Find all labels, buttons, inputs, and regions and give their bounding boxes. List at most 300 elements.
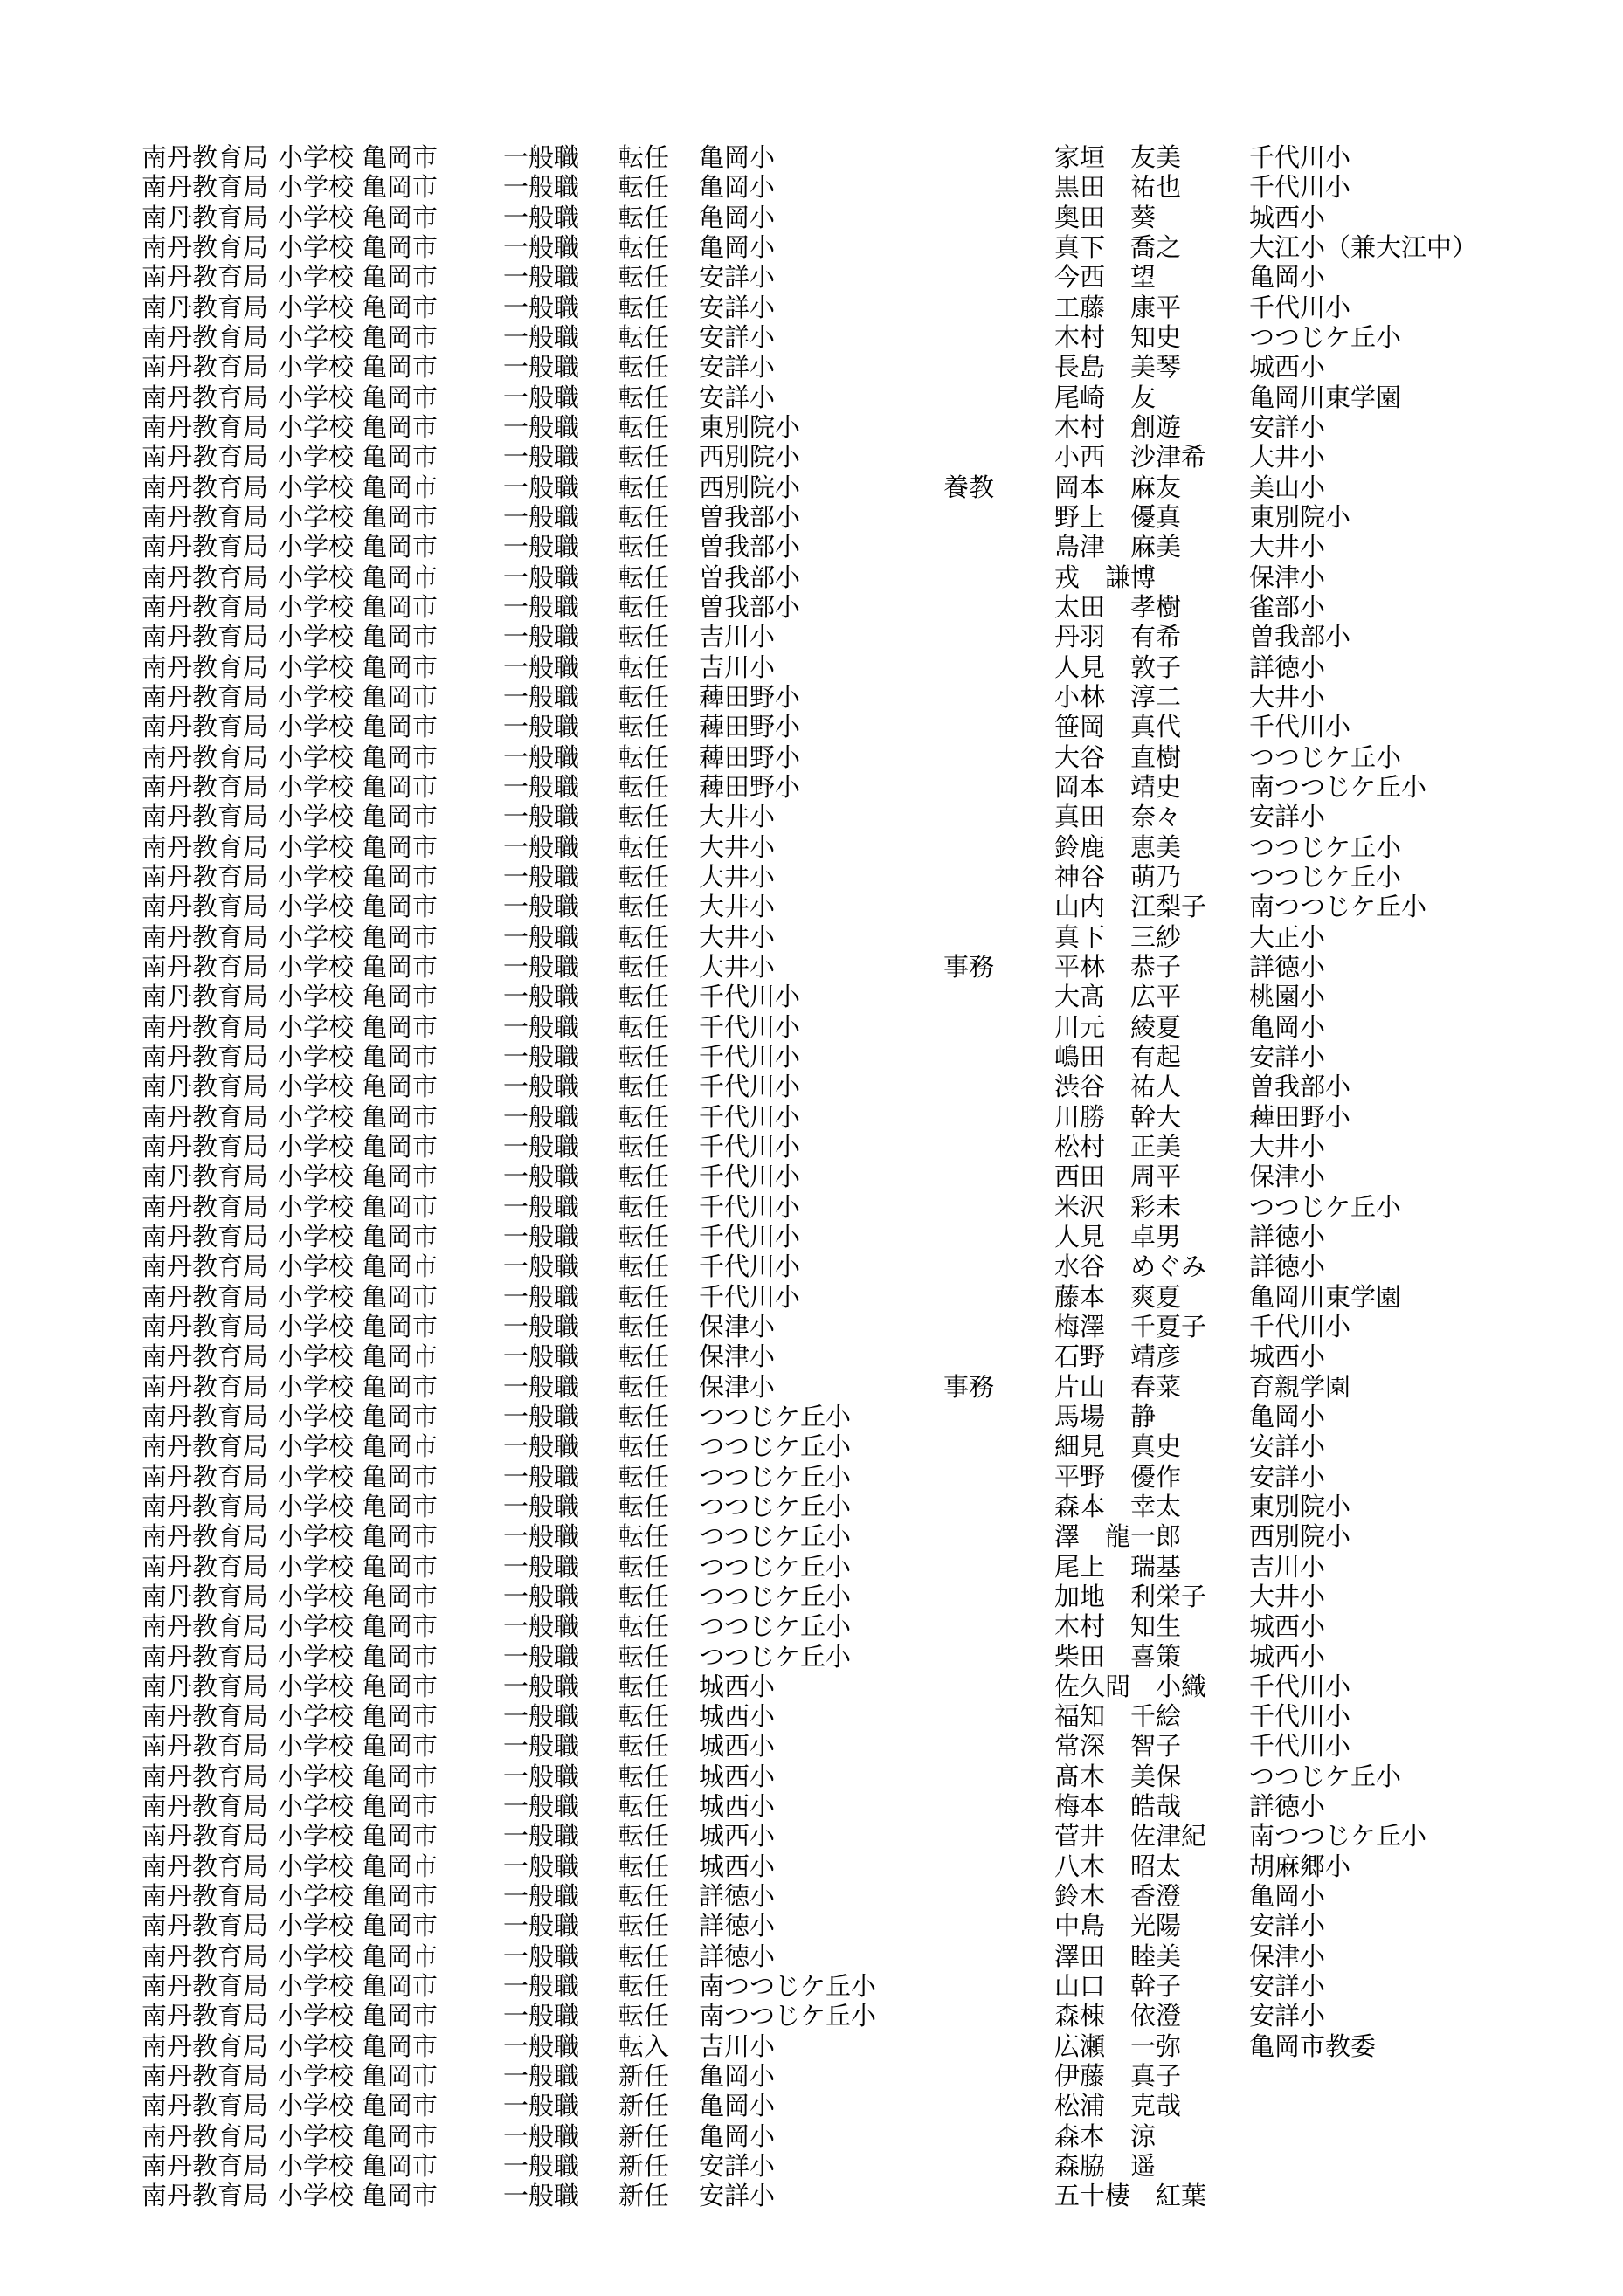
cell-school-type: 小学校 bbox=[278, 203, 355, 232]
cell-city: 亀岡市 bbox=[362, 502, 439, 532]
cell-school-type: 小学校 bbox=[278, 412, 355, 442]
cell-school: 亀岡小 bbox=[699, 2061, 776, 2091]
cell-school: 千代川小 bbox=[699, 1012, 801, 1042]
cell-school-type: 小学校 bbox=[278, 712, 355, 741]
cell-bureau: 南丹教育局 bbox=[142, 2181, 269, 2210]
cell-bureau: 南丹教育局 bbox=[142, 502, 269, 532]
cell-city: 亀岡市 bbox=[362, 712, 439, 741]
cell-destination: 千代川小 bbox=[1249, 172, 1351, 202]
cell-action: 転任 bbox=[618, 1521, 670, 1551]
cell-school: 吉川小 bbox=[699, 652, 776, 682]
cell-school-type: 小学校 bbox=[278, 1701, 355, 1731]
cell-action: 転任 bbox=[618, 712, 670, 741]
table-row bbox=[0, 2181, 1623, 2210]
cell-destination: 東別院小 bbox=[1249, 1492, 1351, 1521]
cell-action: 転任 bbox=[618, 772, 670, 802]
cell-position: 一般職 bbox=[503, 1192, 580, 1222]
table-row bbox=[0, 1642, 1623, 1672]
cell-bureau: 南丹教育局 bbox=[142, 1521, 269, 1551]
cell-action: 転任 bbox=[618, 232, 670, 262]
cell-school-type: 小学校 bbox=[278, 1372, 355, 1402]
cell-school: 千代川小 bbox=[699, 1251, 801, 1281]
cell-destination: 亀岡市教委 bbox=[1249, 2031, 1377, 2061]
cell-school: つつじケ丘小 bbox=[699, 1582, 852, 1611]
cell-destination: 亀岡小 bbox=[1249, 262, 1326, 292]
table-row bbox=[0, 1462, 1623, 1492]
cell-school: 曽我部小 bbox=[699, 562, 801, 592]
cell-city: 亀岡市 bbox=[362, 2151, 439, 2181]
cell-position: 一般職 bbox=[503, 2121, 580, 2151]
cell-school-type: 小学校 bbox=[278, 1251, 355, 1281]
table-row bbox=[0, 1072, 1623, 1101]
cell-person-name: 菅井 佐津紀 bbox=[1054, 1821, 1207, 1851]
cell-school-type: 小学校 bbox=[278, 952, 355, 982]
cell-city: 亀岡市 bbox=[362, 1042, 439, 1072]
cell-school-type: 小学校 bbox=[278, 1821, 355, 1851]
cell-destination: 美山小 bbox=[1249, 472, 1326, 502]
cell-bureau: 南丹教育局 bbox=[142, 1851, 269, 1881]
cell-destination: 千代川小 bbox=[1249, 1731, 1351, 1761]
cell-school-type: 小学校 bbox=[278, 2001, 355, 2031]
cell-destination: 東別院小 bbox=[1249, 502, 1351, 532]
cell-destination: 西別院小 bbox=[1249, 1521, 1351, 1551]
cell-person-name: 奥田 葵 bbox=[1054, 203, 1157, 232]
cell-school: つつじケ丘小 bbox=[699, 1642, 852, 1672]
table-row bbox=[0, 1552, 1623, 1582]
cell-position: 一般職 bbox=[503, 442, 580, 472]
cell-city: 亀岡市 bbox=[362, 472, 439, 502]
cell-position: 一般職 bbox=[503, 472, 580, 502]
cell-bureau: 南丹教育局 bbox=[142, 832, 269, 862]
cell-destination: 保津小 bbox=[1249, 1941, 1326, 1971]
cell-destination: 南つつじケ丘小 bbox=[1249, 892, 1427, 921]
cell-bureau: 南丹教育局 bbox=[142, 412, 269, 442]
cell-destination: 安詳小 bbox=[1249, 412, 1326, 442]
cell-person-name: 髙木 美保 bbox=[1054, 1762, 1182, 1791]
cell-school: 薭田野小 bbox=[699, 712, 801, 741]
cell-school-type: 小学校 bbox=[278, 832, 355, 862]
cell-person-name: 工藤 康平 bbox=[1054, 293, 1182, 322]
cell-school-type: 小学校 bbox=[278, 1431, 355, 1461]
cell-city: 亀岡市 bbox=[362, 1821, 439, 1851]
cell-school: 大井小 bbox=[699, 922, 776, 952]
cell-action: 転任 bbox=[618, 472, 670, 502]
cell-position: 一般職 bbox=[503, 142, 580, 172]
cell-person-name: 松村 正美 bbox=[1054, 1132, 1182, 1162]
cell-school-type: 小学校 bbox=[278, 2181, 355, 2210]
cell-city: 亀岡市 bbox=[362, 1372, 439, 1402]
cell-position: 一般職 bbox=[503, 802, 580, 831]
cell-school-type: 小学校 bbox=[278, 1611, 355, 1641]
cell-destination: 城西小 bbox=[1249, 1642, 1326, 1672]
cell-action: 転任 bbox=[618, 1821, 670, 1851]
cell-bureau: 南丹教育局 bbox=[142, 2091, 269, 2120]
cell-school: 千代川小 bbox=[699, 1162, 801, 1191]
cell-school-type: 小学校 bbox=[278, 442, 355, 472]
cell-school: 保津小 bbox=[699, 1372, 776, 1402]
cell-city: 亀岡市 bbox=[362, 203, 439, 232]
cell-person-name: 五十棲 紅葉 bbox=[1054, 2181, 1207, 2210]
table-row bbox=[0, 1911, 1623, 1941]
cell-city: 亀岡市 bbox=[362, 2031, 439, 2061]
cell-person-name: 馬場 静 bbox=[1054, 1402, 1157, 1431]
cell-position: 一般職 bbox=[503, 1282, 580, 1312]
cell-bureau: 南丹教育局 bbox=[142, 1911, 269, 1941]
cell-action: 転任 bbox=[618, 203, 670, 232]
cell-action: 転任 bbox=[618, 1791, 670, 1821]
cell-city: 亀岡市 bbox=[362, 742, 439, 772]
cell-school-type: 小学校 bbox=[278, 562, 355, 592]
cell-bureau: 南丹教育局 bbox=[142, 2121, 269, 2151]
cell-destination: 育親学園 bbox=[1249, 1372, 1351, 1402]
cell-person-name: 伊藤 真子 bbox=[1054, 2061, 1182, 2091]
cell-action: 転任 bbox=[618, 1341, 670, 1371]
cell-bureau: 南丹教育局 bbox=[142, 1072, 269, 1101]
cell-city: 亀岡市 bbox=[362, 1431, 439, 1461]
cell-position: 一般職 bbox=[503, 1821, 580, 1851]
cell-action: 転任 bbox=[618, 1672, 670, 1701]
cell-school-type: 小学校 bbox=[278, 892, 355, 921]
cell-person-name: 尾上 瑞基 bbox=[1054, 1552, 1182, 1582]
cell-city: 亀岡市 bbox=[362, 2001, 439, 2031]
table-row bbox=[0, 142, 1623, 172]
cell-position: 一般職 bbox=[503, 293, 580, 322]
cell-destination: 千代川小 bbox=[1249, 712, 1351, 741]
cell-action: 転任 bbox=[618, 682, 670, 712]
table-row bbox=[0, 1102, 1623, 1132]
cell-bureau: 南丹教育局 bbox=[142, 1821, 269, 1851]
table-row bbox=[0, 1672, 1623, 1701]
cell-bureau: 南丹教育局 bbox=[142, 862, 269, 892]
cell-school: 詳徳小 bbox=[699, 1881, 776, 1911]
cell-bureau: 南丹教育局 bbox=[142, 772, 269, 802]
cell-school-type: 小学校 bbox=[278, 1672, 355, 1701]
cell-school-type: 小学校 bbox=[278, 742, 355, 772]
cell-school: 大井小 bbox=[699, 892, 776, 921]
cell-school: 保津小 bbox=[699, 1312, 776, 1341]
table-row bbox=[0, 472, 1623, 502]
cell-school-type: 小学校 bbox=[278, 772, 355, 802]
cell-person-name: 黒田 祐也 bbox=[1054, 172, 1182, 202]
cell-city: 亀岡市 bbox=[362, 383, 439, 412]
cell-destination: 千代川小 bbox=[1249, 1312, 1351, 1341]
cell-school: 城西小 bbox=[699, 1791, 776, 1821]
cell-school-type: 小学校 bbox=[278, 1731, 355, 1761]
cell-destination: 城西小 bbox=[1249, 352, 1326, 382]
cell-destination: 詳徳小 bbox=[1249, 952, 1326, 982]
cell-bureau: 南丹教育局 bbox=[142, 2001, 269, 2031]
cell-school: 亀岡小 bbox=[699, 172, 776, 202]
cell-school: 千代川小 bbox=[699, 1072, 801, 1101]
table-row bbox=[0, 1492, 1623, 1521]
table-row bbox=[0, 952, 1623, 982]
table-row bbox=[0, 1312, 1623, 1341]
cell-destination: 雀部小 bbox=[1249, 592, 1326, 622]
cell-person-name: 丹羽 有希 bbox=[1054, 622, 1182, 652]
cell-school: 詳徳小 bbox=[699, 1911, 776, 1941]
cell-person-name: 山口 幹子 bbox=[1054, 1971, 1182, 2001]
cell-school: 南つつじケ丘小 bbox=[699, 2001, 877, 2031]
cell-destination: つつじケ丘小 bbox=[1249, 322, 1402, 352]
cell-position: 一般職 bbox=[503, 1492, 580, 1521]
cell-action: 転任 bbox=[618, 892, 670, 921]
cell-city: 亀岡市 bbox=[362, 1642, 439, 1672]
table-row bbox=[0, 232, 1623, 262]
cell-city: 亀岡市 bbox=[362, 1192, 439, 1222]
cell-action: 転任 bbox=[618, 1941, 670, 1971]
cell-destination: 安詳小 bbox=[1249, 1911, 1326, 1941]
cell-position: 一般職 bbox=[503, 1042, 580, 1072]
cell-position: 一般職 bbox=[503, 1222, 580, 1251]
cell-action: 転任 bbox=[618, 1462, 670, 1492]
cell-bureau: 南丹教育局 bbox=[142, 532, 269, 562]
cell-school: 曽我部小 bbox=[699, 592, 801, 622]
cell-destination: つつじケ丘小 bbox=[1249, 1192, 1402, 1222]
cell-action: 転任 bbox=[618, 592, 670, 622]
cell-action: 転任 bbox=[618, 2001, 670, 2031]
cell-school: 城西小 bbox=[699, 1672, 776, 1701]
cell-position: 一般職 bbox=[503, 1162, 580, 1191]
cell-bureau: 南丹教育局 bbox=[142, 1282, 269, 1312]
cell-destination: 亀岡川東学園 bbox=[1249, 383, 1402, 412]
cell-person-name: 森脇 遥 bbox=[1054, 2151, 1157, 2181]
cell-city: 亀岡市 bbox=[362, 1971, 439, 2001]
cell-school: 吉川小 bbox=[699, 622, 776, 652]
cell-school-type: 小学校 bbox=[278, 322, 355, 352]
cell-action: 転任 bbox=[618, 442, 670, 472]
cell-school-type: 小学校 bbox=[278, 262, 355, 292]
cell-city: 亀岡市 bbox=[362, 352, 439, 382]
cell-bureau: 南丹教育局 bbox=[142, 1642, 269, 1672]
table-row bbox=[0, 502, 1623, 532]
cell-action: 新任 bbox=[618, 2181, 670, 2210]
cell-person-name: 柴田 喜策 bbox=[1054, 1642, 1182, 1672]
cell-position: 一般職 bbox=[503, 1971, 580, 2001]
cell-school-type: 小学校 bbox=[278, 1132, 355, 1162]
cell-destination: 千代川小 bbox=[1249, 142, 1351, 172]
cell-person-name: 嶋田 有起 bbox=[1054, 1042, 1182, 1072]
cell-bureau: 南丹教育局 bbox=[142, 1222, 269, 1251]
cell-school-type: 小学校 bbox=[278, 2121, 355, 2151]
table-row bbox=[0, 802, 1623, 831]
table-row bbox=[0, 1192, 1623, 1222]
cell-bureau: 南丹教育局 bbox=[142, 322, 269, 352]
table-row bbox=[0, 1341, 1623, 1371]
cell-bureau: 南丹教育局 bbox=[142, 742, 269, 772]
cell-person-name: 戎 謙博 bbox=[1054, 562, 1157, 592]
cell-bureau: 南丹教育局 bbox=[142, 1971, 269, 2001]
cell-school-type: 小学校 bbox=[278, 1312, 355, 1341]
cell-position: 一般職 bbox=[503, 1941, 580, 1971]
cell-position: 一般職 bbox=[503, 2181, 580, 2210]
cell-school: 亀岡小 bbox=[699, 203, 776, 232]
cell-person-name: 真下 三紗 bbox=[1054, 922, 1182, 952]
cell-person-name: 真田 奈々 bbox=[1054, 802, 1182, 831]
cell-school-type: 小学校 bbox=[278, 1762, 355, 1791]
cell-city: 亀岡市 bbox=[362, 1672, 439, 1701]
cell-school-type: 小学校 bbox=[278, 1881, 355, 1911]
cell-destination: 保津小 bbox=[1249, 562, 1326, 592]
cell-position: 一般職 bbox=[503, 1402, 580, 1431]
cell-destination: 大井小 bbox=[1249, 1582, 1326, 1611]
table-row bbox=[0, 1132, 1623, 1162]
cell-school-type: 小学校 bbox=[278, 142, 355, 172]
cell-city: 亀岡市 bbox=[362, 412, 439, 442]
cell-bureau: 南丹教育局 bbox=[142, 1672, 269, 1701]
cell-action: 転任 bbox=[618, 383, 670, 412]
cell-position: 一般職 bbox=[503, 172, 580, 202]
cell-action: 転任 bbox=[618, 1102, 670, 1132]
cell-bureau: 南丹教育局 bbox=[142, 352, 269, 382]
cell-destination: つつじケ丘小 bbox=[1249, 1762, 1402, 1791]
table-row bbox=[0, 1941, 1623, 1971]
cell-school-type: 小学校 bbox=[278, 2091, 355, 2120]
cell-action: 転任 bbox=[618, 1282, 670, 1312]
cell-bureau: 南丹教育局 bbox=[142, 1251, 269, 1281]
cell-city: 亀岡市 bbox=[362, 1402, 439, 1431]
cell-person-name: 木村 知生 bbox=[1054, 1611, 1182, 1641]
cell-school-type: 小学校 bbox=[278, 862, 355, 892]
table-row bbox=[0, 742, 1623, 772]
table-row bbox=[0, 262, 1623, 292]
cell-school-type: 小学校 bbox=[278, 982, 355, 1011]
cell-action: 転任 bbox=[618, 142, 670, 172]
cell-position: 一般職 bbox=[503, 832, 580, 862]
cell-city: 亀岡市 bbox=[362, 1072, 439, 1101]
cell-category: 養教 bbox=[943, 472, 995, 502]
table-row bbox=[0, 1042, 1623, 1072]
cell-bureau: 南丹教育局 bbox=[142, 652, 269, 682]
table-row bbox=[0, 1971, 1623, 2001]
cell-school: 城西小 bbox=[699, 1851, 776, 1881]
cell-school-type: 小学校 bbox=[278, 1851, 355, 1881]
cell-destination: 安詳小 bbox=[1249, 1431, 1326, 1461]
cell-destination: 千代川小 bbox=[1249, 1672, 1351, 1701]
cell-action: 転任 bbox=[618, 652, 670, 682]
cell-position: 一般職 bbox=[503, 652, 580, 682]
cell-school-type: 小学校 bbox=[278, 2031, 355, 2061]
cell-destination: 薭田野小 bbox=[1249, 1102, 1351, 1132]
cell-destination: 大井小 bbox=[1249, 532, 1326, 562]
cell-destination: 南つつじケ丘小 bbox=[1249, 772, 1427, 802]
cell-city: 亀岡市 bbox=[362, 562, 439, 592]
cell-person-name: 笹岡 真代 bbox=[1054, 712, 1182, 741]
cell-person-name: 島津 麻美 bbox=[1054, 532, 1182, 562]
cell-city: 亀岡市 bbox=[362, 1012, 439, 1042]
cell-bureau: 南丹教育局 bbox=[142, 1731, 269, 1761]
cell-school-type: 小学校 bbox=[278, 1222, 355, 1251]
cell-person-name: 人見 卓男 bbox=[1054, 1222, 1182, 1251]
cell-person-name: 家垣 友美 bbox=[1054, 142, 1182, 172]
table-row bbox=[0, 982, 1623, 1011]
cell-action: 転任 bbox=[618, 622, 670, 652]
cell-school: 安詳小 bbox=[699, 2181, 776, 2210]
table-row bbox=[0, 652, 1623, 682]
cell-destination: 安詳小 bbox=[1249, 1971, 1326, 2001]
cell-person-name: 太田 孝樹 bbox=[1054, 592, 1182, 622]
cell-bureau: 南丹教育局 bbox=[142, 293, 269, 322]
table-row bbox=[0, 892, 1623, 921]
cell-person-name: 大髙 広平 bbox=[1054, 982, 1182, 1011]
cell-city: 亀岡市 bbox=[362, 922, 439, 952]
cell-person-name: 米沢 彩未 bbox=[1054, 1192, 1182, 1222]
cell-person-name: 中島 光陽 bbox=[1054, 1911, 1182, 1941]
cell-school: 安詳小 bbox=[699, 2151, 776, 2181]
cell-school: 亀岡小 bbox=[699, 2091, 776, 2120]
cell-destination: 曽我部小 bbox=[1249, 622, 1351, 652]
cell-position: 一般職 bbox=[503, 383, 580, 412]
cell-action: 新任 bbox=[618, 2121, 670, 2151]
cell-position: 一般職 bbox=[503, 322, 580, 352]
cell-school: 城西小 bbox=[699, 1762, 776, 1791]
cell-action: 転任 bbox=[618, 532, 670, 562]
cell-school-type: 小学校 bbox=[278, 802, 355, 831]
cell-city: 亀岡市 bbox=[362, 1941, 439, 1971]
table-row bbox=[0, 352, 1623, 382]
cell-destination: 詳徳小 bbox=[1249, 1251, 1326, 1281]
cell-city: 亀岡市 bbox=[362, 1911, 439, 1941]
cell-action: 転任 bbox=[618, 982, 670, 1011]
cell-bureau: 南丹教育局 bbox=[142, 1012, 269, 1042]
cell-school: 西別院小 bbox=[699, 442, 801, 472]
cell-school-type: 小学校 bbox=[278, 652, 355, 682]
cell-school: 千代川小 bbox=[699, 1222, 801, 1251]
cell-bureau: 南丹教育局 bbox=[142, 892, 269, 921]
cell-city: 亀岡市 bbox=[362, 952, 439, 982]
cell-city: 亀岡市 bbox=[362, 1582, 439, 1611]
cell-bureau: 南丹教育局 bbox=[142, 2061, 269, 2091]
table-row bbox=[0, 1731, 1623, 1761]
cell-destination: 安詳小 bbox=[1249, 1042, 1326, 1072]
cell-action: 転任 bbox=[618, 1402, 670, 1431]
cell-school: 亀岡小 bbox=[699, 2121, 776, 2151]
cell-action: 転任 bbox=[618, 1881, 670, 1911]
table-row bbox=[0, 922, 1623, 952]
table-row bbox=[0, 622, 1623, 652]
cell-school: 曽我部小 bbox=[699, 502, 801, 532]
cell-destination: つつじケ丘小 bbox=[1249, 832, 1402, 862]
cell-position: 一般職 bbox=[503, 1701, 580, 1731]
cell-action: 転任 bbox=[618, 1971, 670, 2001]
cell-school-type: 小学校 bbox=[278, 1552, 355, 1582]
cell-city: 亀岡市 bbox=[362, 1341, 439, 1371]
cell-bureau: 南丹教育局 bbox=[142, 1492, 269, 1521]
cell-position: 一般職 bbox=[503, 892, 580, 921]
cell-bureau: 南丹教育局 bbox=[142, 1402, 269, 1431]
cell-school-type: 小学校 bbox=[278, 532, 355, 562]
table-row bbox=[0, 1582, 1623, 1611]
cell-bureau: 南丹教育局 bbox=[142, 142, 269, 172]
table-row bbox=[0, 1012, 1623, 1042]
cell-school-type: 小学校 bbox=[278, 1102, 355, 1132]
cell-action: 転任 bbox=[618, 1911, 670, 1941]
cell-city: 亀岡市 bbox=[362, 1251, 439, 1281]
cell-action: 転任 bbox=[618, 1492, 670, 1521]
cell-school: 安詳小 bbox=[699, 352, 776, 382]
cell-school: 城西小 bbox=[699, 1731, 776, 1761]
cell-position: 一般職 bbox=[503, 1911, 580, 1941]
cell-destination: 胡麻郷小 bbox=[1249, 1851, 1351, 1881]
cell-person-name: 山内 江梨子 bbox=[1054, 892, 1207, 921]
cell-city: 亀岡市 bbox=[362, 2121, 439, 2151]
cell-category: 事務 bbox=[943, 1372, 995, 1402]
cell-city: 亀岡市 bbox=[362, 1132, 439, 1162]
cell-school-type: 小学校 bbox=[278, 1462, 355, 1492]
cell-position: 一般職 bbox=[503, 2091, 580, 2120]
cell-school-type: 小学校 bbox=[278, 1521, 355, 1551]
table-row bbox=[0, 832, 1623, 862]
cell-person-name: 加地 利栄子 bbox=[1054, 1582, 1207, 1611]
